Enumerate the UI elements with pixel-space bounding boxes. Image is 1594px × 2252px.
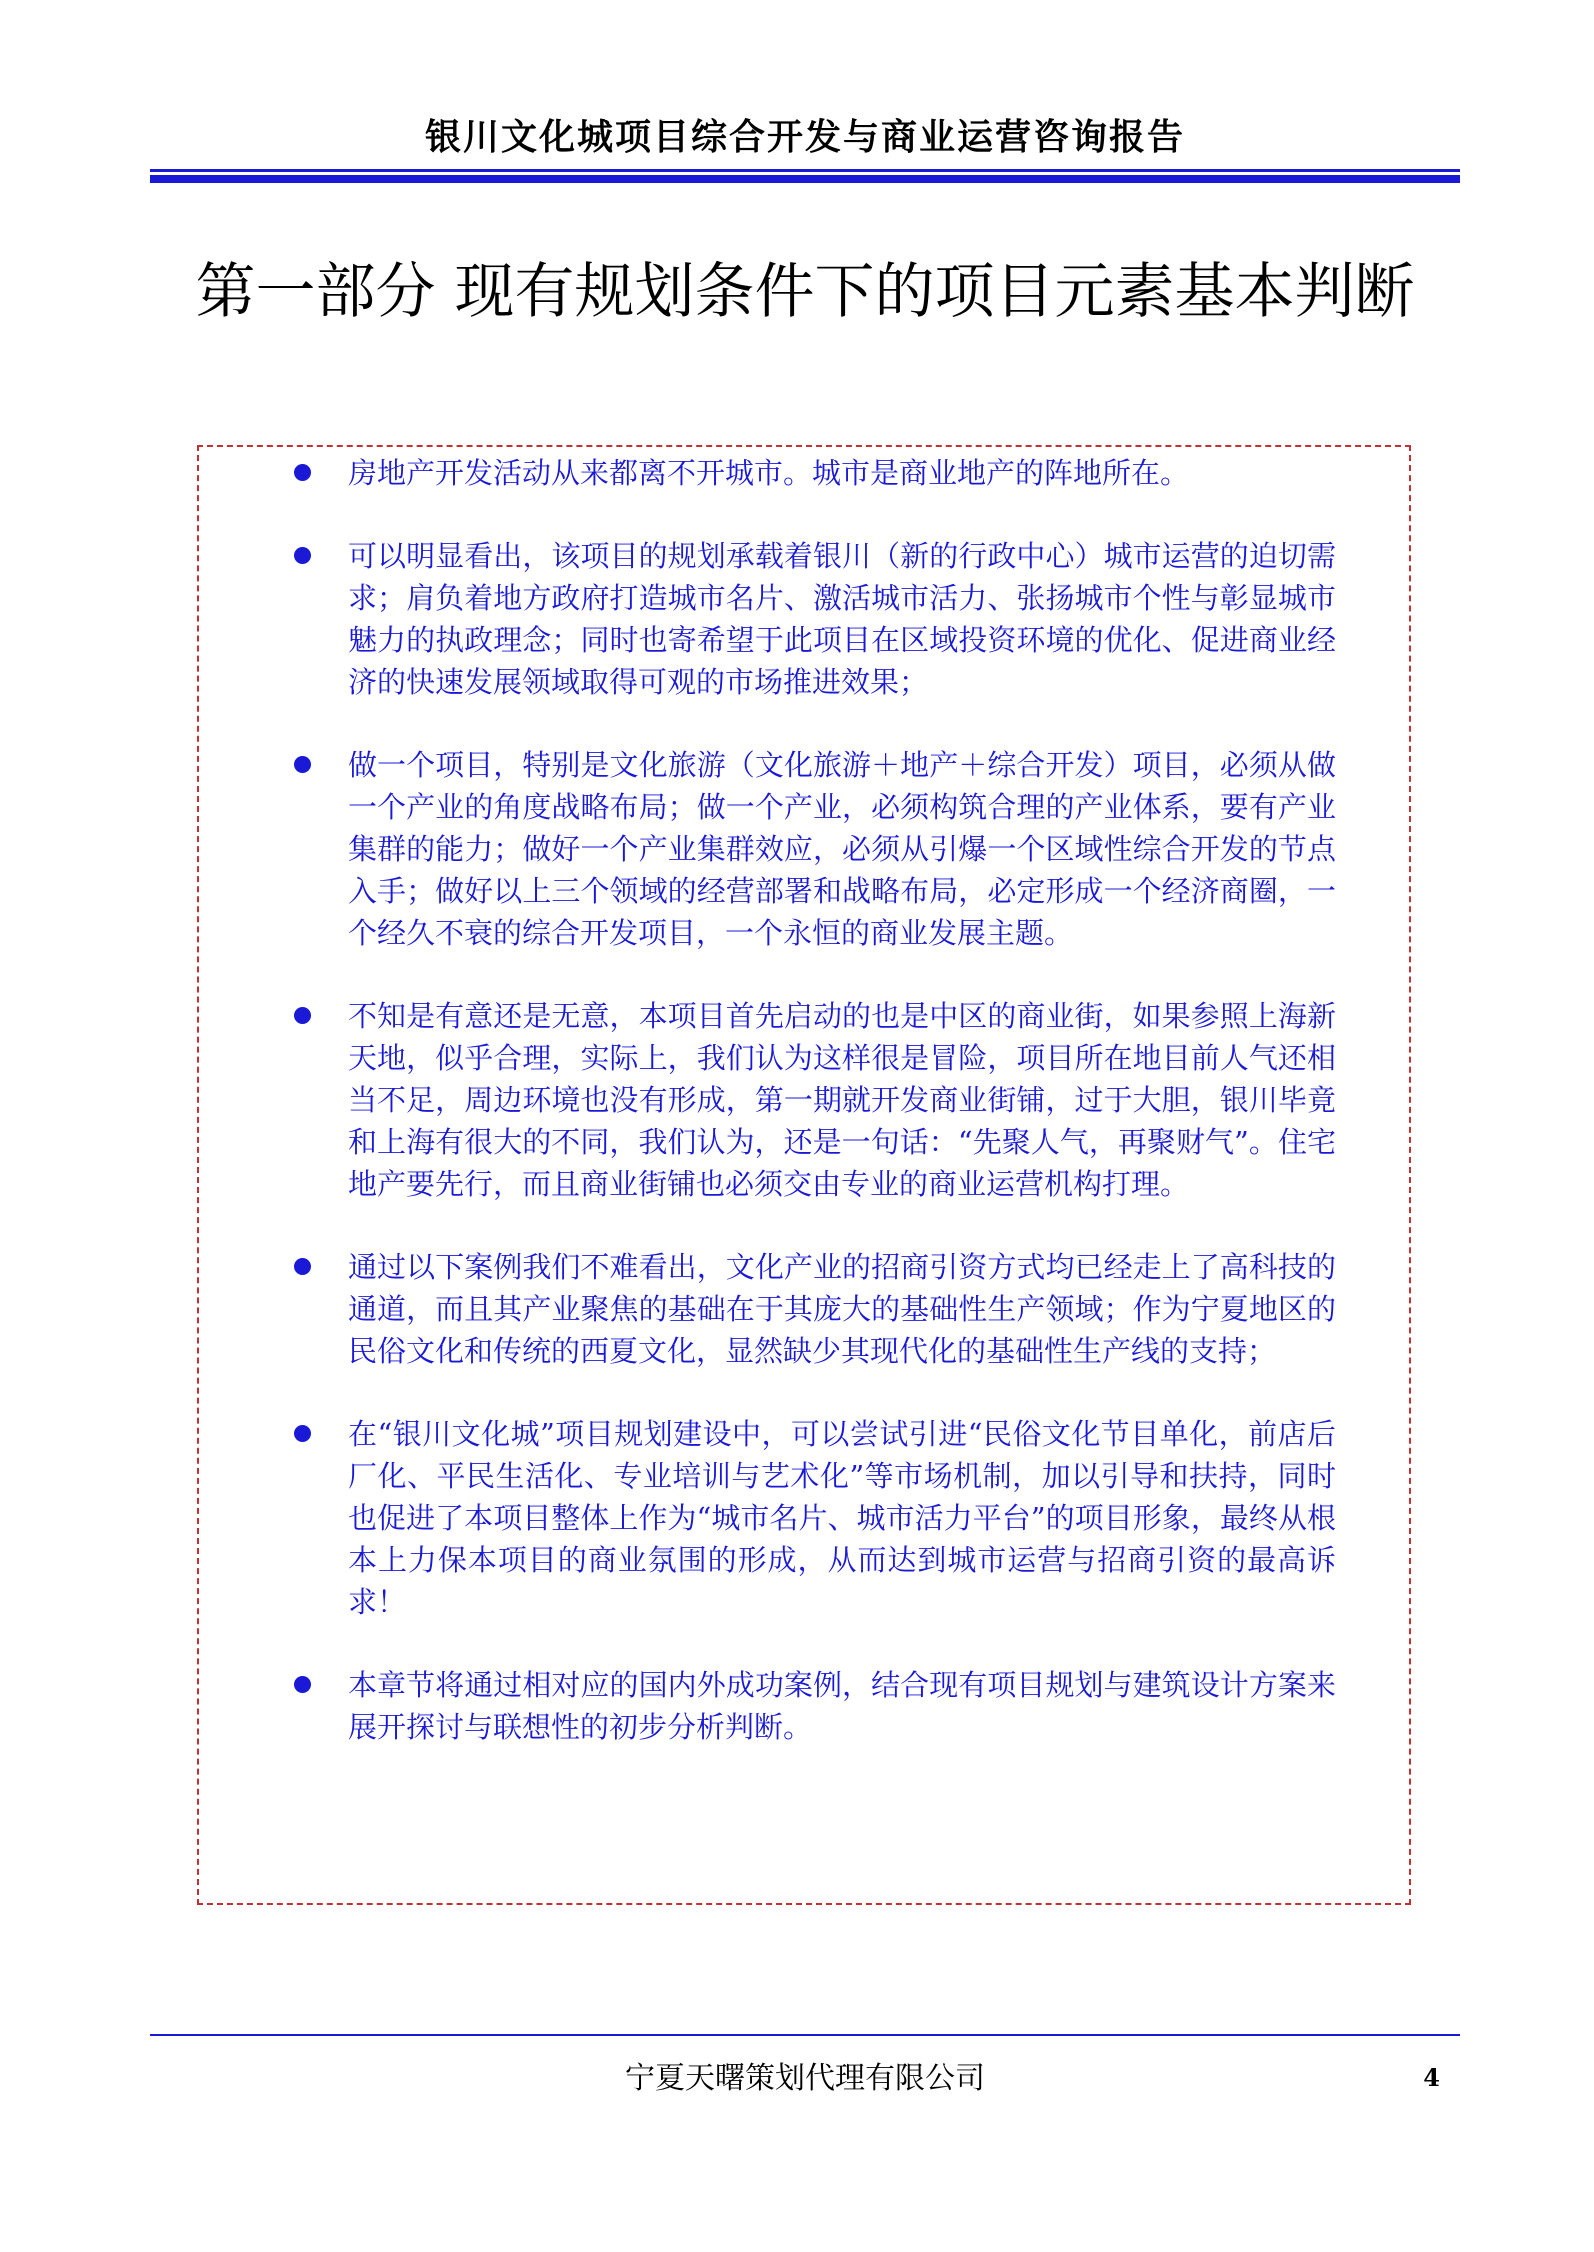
bullet-dot-icon [294,756,311,773]
list-item [286,535,1336,703]
bullet-dot-icon [294,1676,311,1693]
bullet-text: 本章节将通过相对应的国内外成功案例，结合现有项目规划与建筑设计方案来展开探讨与联想性的初步分析判断。 [348,1668,1336,1744]
bullet-list [286,452,1336,1789]
list-item [286,995,1336,1205]
bullet-dot-icon [294,547,311,564]
bullet-text: 做一个项目，特别是文化旅游（文化旅游＋地产＋综合开发）项目，必须从做一个产业的角度战略布局；做一个产业，必须构筑合理的产业体系，要有产业集群的能力；做好一个产业集群效应，必须从引爆一个区域性综合开发的节点入手；做好以上三个领域的经营部署和战略布局，必定形成一个经济商圈，一个经久不衰的综合开发项目，一个永恒的商业发展主题。 [348,748,1336,950]
bullet-dot-icon [294,464,311,481]
bullet-text: 不知是有意还是无意，本项目首先启动的也是中区的商业街，如果参照上海新天地，似乎合理，实际上，我们认为这样很是冒险，项目所在地目前人气还相当不足，周边环境也没有形成，第一期就开发商业街铺，过于大胆，银川毕竟和上海有很大的不同，我们认为，还是一句话：“先聚人气，再聚财气”。住宅地产要先行，而且商业街铺也必须交由专业的商业运营机构打理。 [348,999,1336,1201]
bullet-text: 在“银川文化城”项目规划建设中，可以尝试引进“民俗文化节目单化，前店后厂化、平民生活化、专业培训与艺术化”等市场机制，加以引导和扶持，同时也促进了本项目整体上作为“城市名片、城市活力平台”的项目形象，最终从根本上力保本项目的商业氛围的形成，从而达到城市运营与招商引资的最高诉求！ [348,1417,1336,1619]
list-item [286,452,1336,494]
page-number: 4 [1423,2063,1440,2092]
list-item [286,1413,1336,1623]
list-item [286,744,1336,954]
list-item [286,1246,1336,1372]
footer-rule [150,2034,1460,2036]
header-rule-thin [150,169,1460,172]
header-title: 银川文化城项目综合开发与商业运营咨询报告 [424,117,1185,158]
header-rule-thick [150,175,1460,183]
bullet-text: 可以明显看出，该项目的规划承载着银川（新的行政中心）城市运营的迫切需求；肩负着地方政府打造城市名片、激活城市活力、张扬城市个性与彰显城市魅力的执政理念；同时也寄希望于此项目在区域投资环境的优化、促进商业经济的快速发展领域取得可观的市场推进效果； [348,539,1336,699]
footer-company: 宁夏天曙策划代理有限公司 [625,2061,985,2096]
bullet-dot-icon [294,1425,311,1442]
list-item [286,1664,1336,1748]
section-title: 第一部分 现有规划条件下的项目元素基本判断 [195,257,1415,327]
bullet-dot-icon [294,1258,311,1275]
bullet-text: 房地产开发活动从来都离不开城市。城市是商业地产的阵地所在。 [348,456,1190,490]
bullet-dot-icon [294,1007,311,1024]
bullet-text: 通过以下案例我们不难看出，文化产业的招商引资方式均已经走上了高科技的通道，而且其产业聚焦的基础在于其庞大的基础性生产领域；作为宁夏地区的民俗文化和传统的西夏文化，显然缺少其现代化的基础性生产线的支持； [348,1250,1336,1368]
